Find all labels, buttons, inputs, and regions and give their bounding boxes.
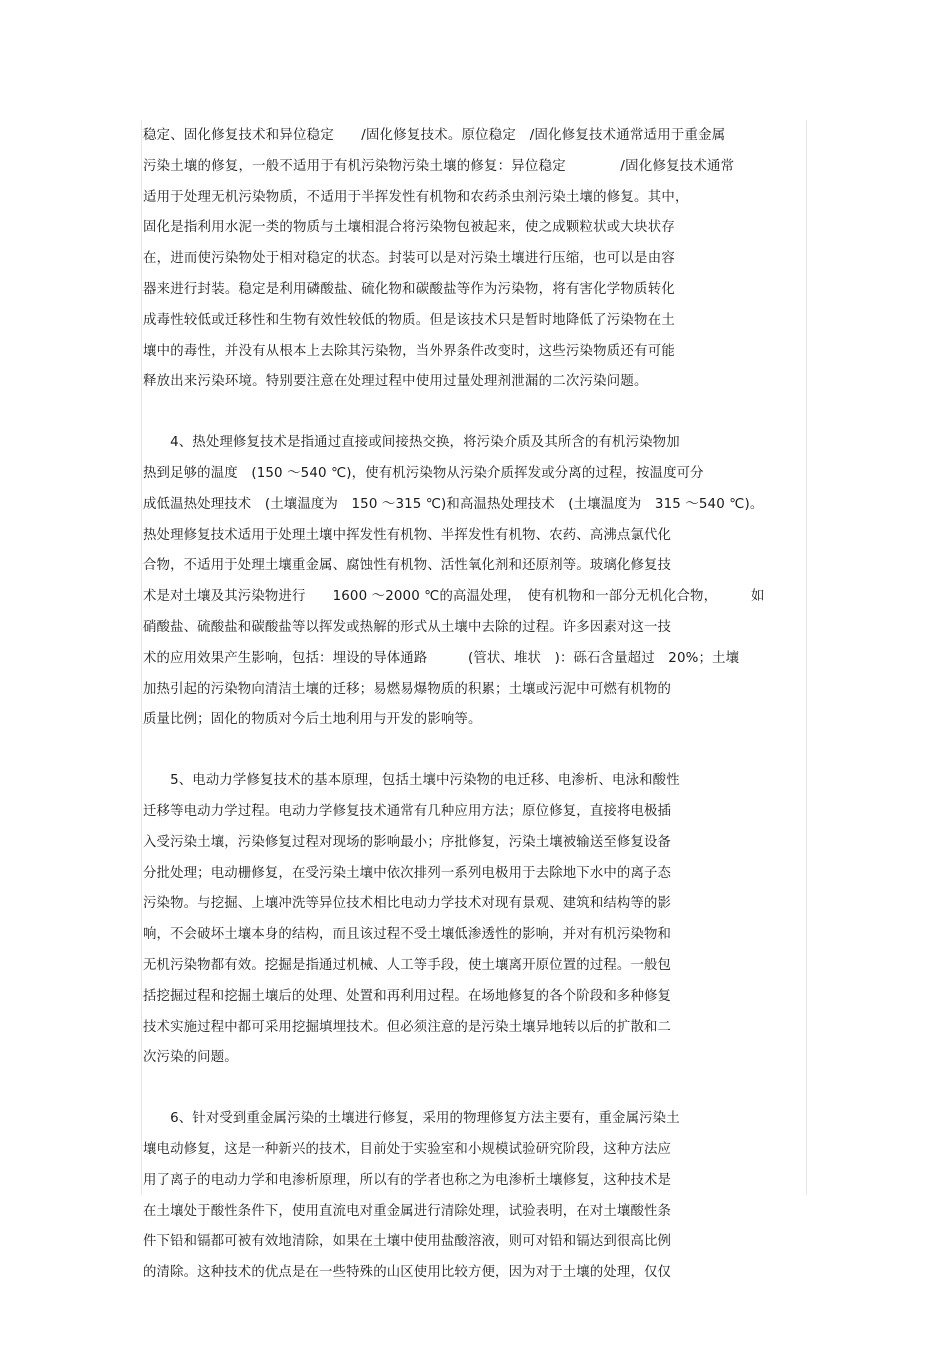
text-line: 迁移等电动力学过程。电动力学修复技术通常有几种应用方法；原位修复，直接将电极插 (143, 803, 672, 819)
text-line: 入受污染土壤，污染修复过程对现场的影响最小；序批修复，污染土壤被输送至修复设备 (143, 834, 672, 850)
text-line: 硝酸盐、硫酸盐和碳酸盐等以挥发或热解的形式从土壤中去除的过程。许多因素对这一技 (143, 619, 672, 635)
text-line: 污染土壤的修复，一般不适用于有机污染物污染土壤的修复：异位稳定 /固化修复技术通常 (143, 158, 735, 174)
text-line: 响，不会破坏土壤本身的结构，而且该过程不受土壤低渗透性的影响，并对有机污染物和 (143, 927, 672, 943)
text-line: 污染物。与挖掘、上壤冲洗等异位技术相比电动力学技术对现有景观、建筑和结构等的影 (143, 896, 672, 912)
text-line: 的清除。这种技术的优点是在一些特殊的山区使用比较方便，因为对于土壤的处理，仅仅 (143, 1265, 672, 1281)
text-line: 适用于处理无机污染物质，不适用于半挥发性有机物和农药杀虫剂污染土壤的修复。其中， (143, 189, 689, 205)
text-line: 在土壤处于酸性条件下，使用直流电对重金属进行清除处理，试验表明，在对土壤酸性条 (143, 1203, 672, 1219)
text-line: 5、电动力学修复技术的基本原理，包括土壤中污染物的电迁移、电渗析、电泳和酸性 (143, 773, 680, 789)
text-line: 壤中的毒性，并没有从根本上去除其污染物，当外界条件改变时，这些污染物质还有可能 (143, 343, 675, 359)
text-line: 释放出来污染环境。特别要注意在处理过程中使用过量处理剂泄漏的二次污染问题。 (143, 374, 648, 390)
text-line: 成低温热处理技术 (土壤温度为 150 ～315 ℃)和高温热处理技术 (土壤温度为 315 ～540 ℃)。 (143, 496, 764, 512)
text-line: 术的应用效果产生影响，包括：埋设的导体通路 (管状、堆状 )：砾石含量超过 20%；土壤 (143, 650, 740, 666)
text-line: 加热引起的污染物向清洁土壤的迁移；易燃易爆物质的积累；土壤或污泥中可燃有机物的 (143, 681, 672, 697)
text-line: 稳定、固化修复技术和异位稳定 /固化修复技术。原位稳定 /固化修复技术通常适用于重金属 (143, 128, 726, 143)
text-line: 分批处理；电动栅修复，在受污染土壤中依次排列一系列电极用于去除地下水中的离子态 (143, 865, 672, 881)
text-line: 固化是指利用水泥一类的物质与土壤相混合将污染物包被起来，使之成颗粒状或大块状存 (143, 220, 675, 236)
text-line: 热处理修复技术适用于处理土壤中挥发性有机物、半挥发性有机物、农药、高沸点氯代化 (143, 527, 672, 543)
document-body (143, 121, 808, 1319)
paragraph-heavy-metal (143, 1104, 808, 1289)
text-line: 括挖掘过程和挖掘土壤后的处理、处置和再利用过程。在场地修复的各个阶段和多种修复 (143, 988, 672, 1004)
text-line: 器来进行封装。稳定是利用磷酸盐、硫化物和碳酸盐等作为污染物，将有害化学物质转化 (143, 281, 675, 297)
text-line: 在，进而使污染物处于相对稳定的状态。封装可以是对污染土壤进行压缩，也可以是由容 (143, 251, 675, 267)
text-line: 技术实施过程中都可采用挖掘填埋技术。但必须注意的是污染土壤异地转以后的扩散和二 (143, 1019, 672, 1035)
text-line: 4、热处理修复技术是指通过直接或间接热交换，将污染介质及其所含的有机污染物加 (143, 435, 680, 451)
text-line: 成毒性较低或迁移性和生物有效性较低的物质。但是该技术只是暂时地降低了污染物在土 (143, 312, 675, 328)
paragraph-thermal-treatment (143, 428, 808, 736)
paragraph-stabilization (143, 121, 808, 398)
text-line: 6、针对受到重金属污染的土壤进行修复，采用的物理修复方法主要有，重金属污染土 (143, 1111, 680, 1127)
text-line: 无机污染物都有效。挖掘是指通过机械、人工等手段，使土壤离开原位置的过程。一般包 (143, 957, 672, 973)
text-line: 件下铅和镉都可被有效地清除，如果在土壤中使用盐酸溶液，则可对铅和镉达到很高比例 (143, 1234, 672, 1250)
text-line: 次污染的问题。 (143, 1050, 238, 1066)
text-line: 用了离子的电动力学和电渗析原理，所以有的学者也称之为电渗析土壤修复，这种技术是 (143, 1172, 672, 1188)
text-line: 质量比例；固化的物质对今后土地利用与开发的影响等。 (143, 712, 482, 728)
text-line: 壤电动修复，这是一种新兴的技术，目前处于实验室和小规模试验研究阶段，这种方法应 (143, 1141, 672, 1157)
text-line: 术是对土壤及其污染物进行 1600 ～2000 ℃的高温处理， 使有机物和一部分无机化合物， 如 (143, 589, 765, 605)
text-line: 热到足够的温度 (150 ～540 ℃)，使有机污染物从污染介质挥发或分离的过程，按温度可分 (143, 465, 704, 481)
text-line: 合物，不适用于处理土壤重金属、腐蚀性有机物、活性氧化剂和还原剂等。玻璃化修复技 (143, 558, 672, 574)
paragraph-electrokinetic (143, 766, 808, 1074)
